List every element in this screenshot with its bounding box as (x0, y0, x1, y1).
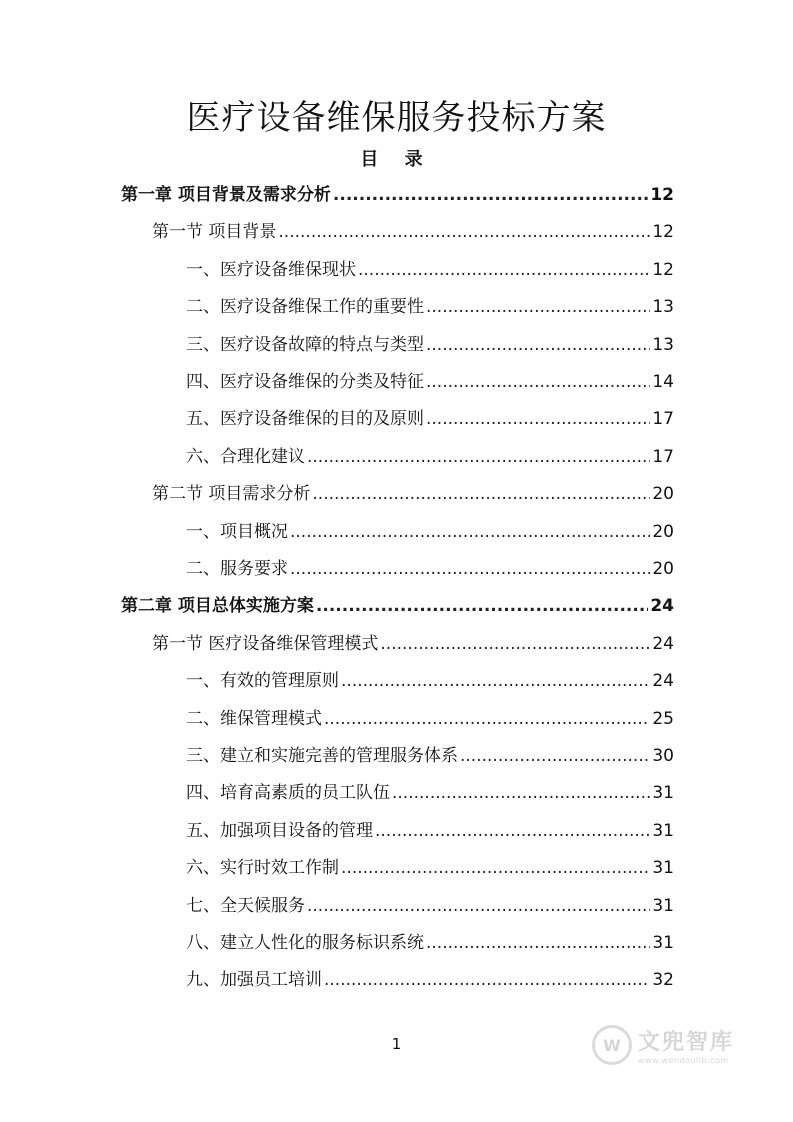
toc-entry-label: 七、全天候服务 (186, 896, 305, 916)
toc-entry-page: 12 (652, 260, 674, 280)
toc-entry[interactable] (121, 594, 674, 618)
toc-entry-label: 四、医疗设备维保的分类及特征 (186, 372, 424, 392)
toc-entry-page: 24 (652, 671, 674, 691)
toc-dot-leader (316, 594, 648, 618)
toc-dot-leader (324, 968, 650, 992)
toc-entry[interactable] (186, 333, 674, 357)
toc-entry[interactable] (186, 295, 674, 319)
toc-dot-leader (426, 370, 650, 394)
toc-entry-label: 一、有效的管理原则 (186, 671, 339, 691)
toc-entry-label: 三、建立和实施完善的管理服务体系 (186, 746, 458, 766)
toc-entry-page: 13 (652, 297, 674, 317)
toc-entry-label: 三、医疗设备故障的特点与类型 (186, 335, 424, 355)
toc-entry[interactable] (186, 407, 674, 431)
toc-entry-label: 九、加强员工培训 (186, 970, 322, 990)
toc-entry-label: 四、培育高素质的员工队伍 (186, 783, 390, 803)
toc-dot-leader (290, 520, 650, 544)
toc-dot-leader (307, 894, 650, 918)
toc-dot-leader (333, 183, 648, 207)
toc-entry-label: 八、建立人性化的服务标识系统 (186, 933, 424, 953)
toc-entry[interactable] (186, 557, 674, 581)
toc-dot-leader (380, 632, 650, 656)
toc-entry[interactable] (186, 707, 674, 731)
toc-dot-leader (426, 407, 650, 431)
toc-dot-leader (392, 781, 650, 805)
toc-entry-page: 30 (652, 746, 674, 766)
watermark-url: www.wendoulib.com (638, 1056, 729, 1065)
toc-entry-page: 20 (652, 559, 674, 579)
toc-heading: 目 录 (360, 149, 433, 170)
toc-entry[interactable] (152, 632, 674, 656)
toc-entry-page: 31 (652, 858, 674, 878)
page-number: 1 (391, 1035, 402, 1053)
toc-entry-label: 一、项目概况 (186, 522, 288, 542)
toc-entry-page: 31 (652, 933, 674, 953)
toc-entry[interactable] (186, 894, 674, 918)
toc-entry-label: 六、实行时效工作制 (186, 858, 339, 878)
toc-entry-page: 32 (652, 970, 674, 990)
toc-entry-label: 第一节 医疗设备维保管理模式 (152, 634, 379, 654)
toc-dot-leader (375, 819, 650, 843)
watermark (592, 1020, 762, 1070)
toc-entry-label: 二、医疗设备维保工作的重要性 (186, 297, 424, 317)
toc-entry-label: 第二节 项目需求分析 (152, 484, 311, 504)
toc-entry-page: 31 (652, 783, 674, 803)
toc-entry-page: 12 (652, 222, 674, 242)
toc-entry-label: 六、合理化建议 (186, 447, 305, 467)
toc-entry-page: 17 (652, 409, 674, 429)
toc-entry-page: 24 (650, 596, 674, 616)
toc-dot-leader (307, 445, 650, 469)
toc-entry[interactable] (186, 819, 674, 843)
toc-entry-label: 第二章 项目总体实施方案 (121, 596, 314, 616)
toc-entry-label: 第一节 项目背景 (152, 222, 277, 242)
toc-entry[interactable] (186, 968, 674, 992)
toc-entry[interactable] (186, 445, 674, 469)
toc-entry-page: 31 (652, 821, 674, 841)
toc-entry-page: 13 (652, 335, 674, 355)
toc-dot-leader (426, 931, 650, 955)
toc-entry-page: 12 (650, 185, 674, 205)
toc-entry[interactable] (186, 520, 674, 544)
toc-dot-leader (290, 557, 650, 581)
toc-entry-label: 二、维保管理模式 (186, 709, 322, 729)
toc-entry-page: 20 (652, 522, 674, 542)
toc-entry-page: 25 (652, 709, 674, 729)
toc-entry-page: 24 (652, 634, 674, 654)
toc-dot-leader (341, 856, 650, 880)
watermark-text (638, 1025, 734, 1065)
toc-entry-page: 14 (652, 372, 674, 392)
toc-entry[interactable] (152, 482, 674, 506)
toc-entry[interactable] (186, 669, 674, 693)
toc-dot-leader (358, 258, 650, 282)
toc-dot-leader (460, 744, 650, 768)
toc-entry-label: 第一章 项目背景及需求分析 (121, 185, 331, 205)
toc-entry[interactable] (186, 856, 674, 880)
watermark-logo-icon: W (592, 1025, 632, 1065)
toc-entry[interactable] (186, 931, 674, 955)
toc-dot-leader (341, 669, 650, 693)
document-title: 医疗设备维保服务投标方案 (186, 98, 607, 138)
toc-dot-leader (312, 482, 650, 506)
toc-entry-label: 五、医疗设备维保的目的及原则 (186, 409, 424, 429)
toc-entry-page: 20 (652, 484, 674, 504)
toc-dot-leader (278, 220, 650, 244)
toc-entry-label: 五、加强项目设备的管理 (186, 821, 373, 841)
watermark-name: 文兜智库 (638, 1030, 735, 1055)
toc-entry-label: 二、服务要求 (186, 559, 288, 579)
toc-dot-leader (426, 295, 650, 319)
toc-entry-page: 17 (652, 447, 674, 467)
toc-entry[interactable] (186, 370, 674, 394)
toc-entry[interactable] (186, 781, 674, 805)
toc-entry-page: 31 (652, 896, 674, 916)
toc-dot-leader (324, 707, 650, 731)
toc-entry[interactable] (152, 220, 674, 244)
toc-entry[interactable] (186, 258, 674, 282)
toc-dot-leader (426, 333, 650, 357)
toc-entry-label: 一、医疗设备维保现状 (186, 260, 356, 280)
toc-entry[interactable] (121, 183, 674, 207)
toc-entry[interactable] (186, 744, 674, 768)
